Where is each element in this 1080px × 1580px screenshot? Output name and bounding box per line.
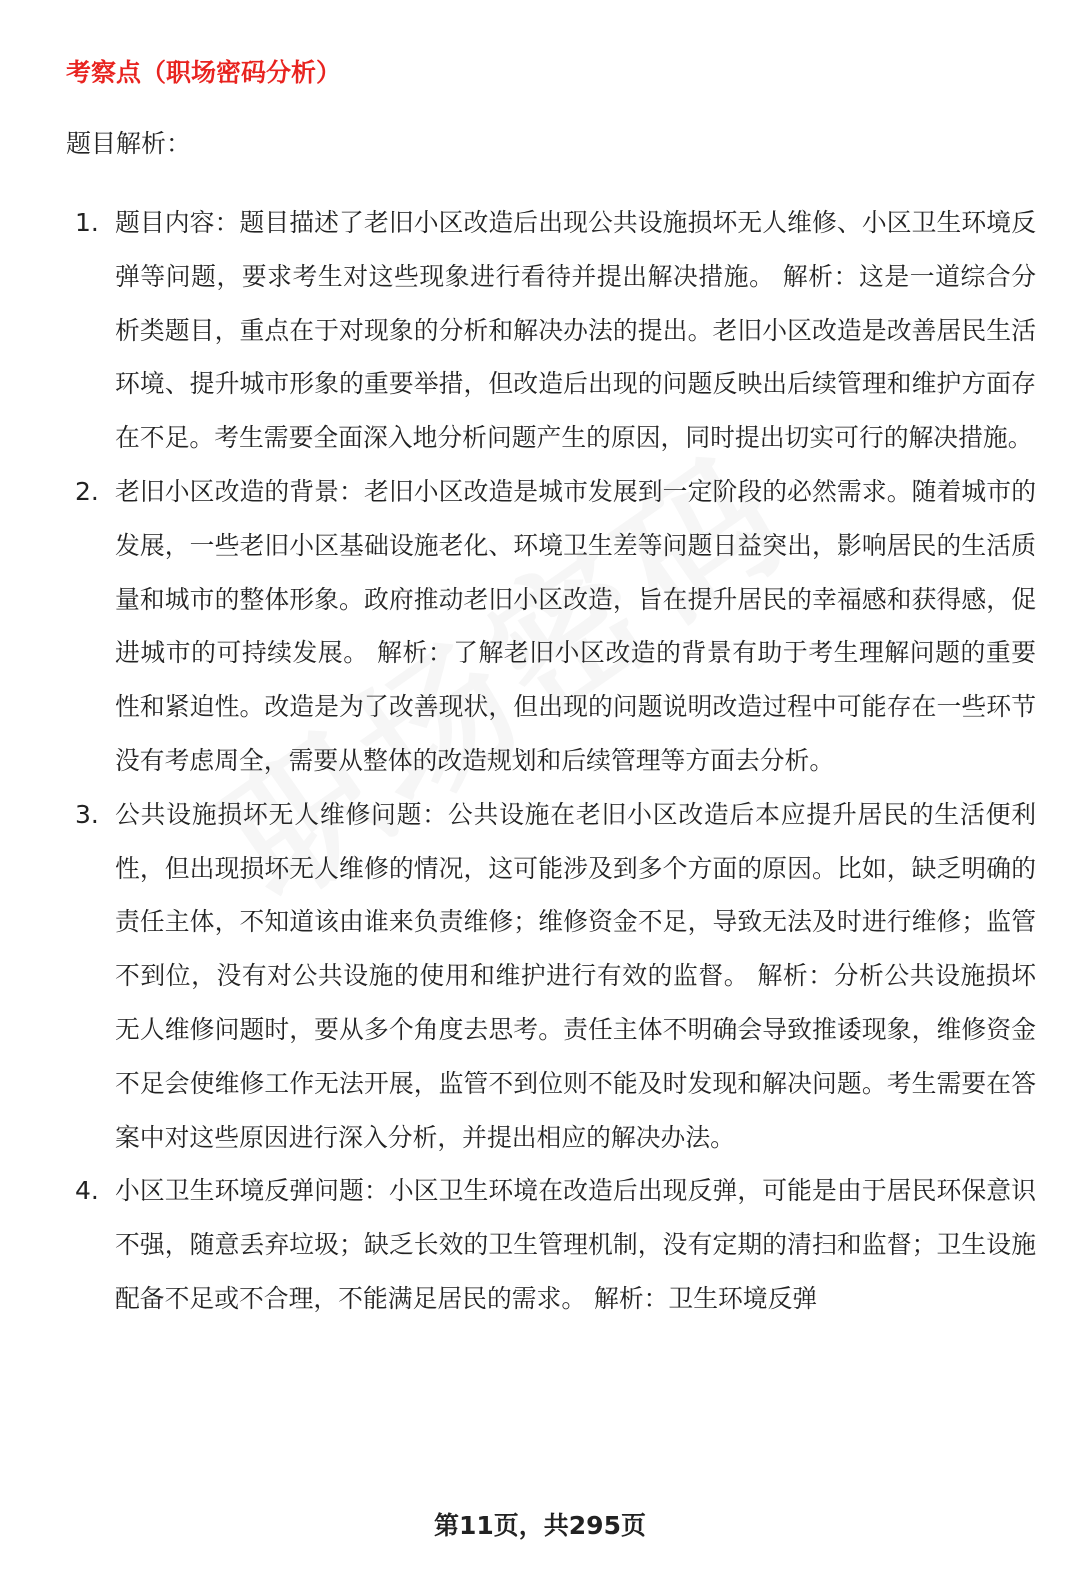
intro-label: 题目解析： [66, 129, 192, 158]
list-item-number: 4. [75, 1176, 99, 1206]
list-item [66, 1164, 1036, 1325]
list-item-text: 老旧小区改造的背景：老旧小区改造是城市发展到一定阶段的必然需求。随着城市的发展，一些老旧小区基础设施老化、环境卫生差等问题日益突出，影响居民的生活质量和城市的整体形象。政府推动老旧小区改造，旨在提升居民的幸福感和获得感，促进城市的可持续发展。 解析：了解老旧小区改造的背景有助于考生理解问题的重要性和紧迫性。改造是为了改善现状，但出现的问题说明改造过程中可能存在一些环节没有考虑周全，需要从整体的改造规划和后续管理等方面去分析。 [115, 476, 1036, 775]
section-title: 考察点（职场密码分析） [66, 58, 342, 87]
page-footer: 第11页，共295页 [434, 1511, 646, 1540]
list-item [66, 465, 1036, 788]
list-item [66, 196, 1036, 465]
list-item-text: 题目内容：题目描述了老旧小区改造后出现公共设施损坏无人维修、小区卫生环境反弹等问题，要求考生对这些现象进行看待并提出解决措施。 解析：这是一道综合分析类题目，重点在于对现象的分析和解决办法的提出。老旧小区改造是改善居民生活环境、提升城市形象的重要举措，但改造后出现的问题反映出后续管理和维护方面存在不足。考生需要全面深入地分析问题产生的原因，同时提出切实可行的解决措施。 [115, 208, 1036, 453]
list-item [66, 788, 1036, 1165]
list-item-number: 3. [75, 799, 99, 829]
list-item-text: 小区卫生环境反弹问题：小区卫生环境在改造后出现反弹，可能是由于居民环保意识不强，随意丢弃垃圾；缺乏长效的卫生管理机制，没有定期的清扫和监督；卫生设施配备不足或不合理，不能满足居民的需求。 解析：卫生环境反弹 [115, 1176, 1036, 1313]
list-item-number: 1. [75, 208, 99, 237]
analysis-list [66, 196, 1036, 1326]
list-item-number: 2. [75, 476, 99, 506]
list-item-text: 公共设施损坏无人维修问题：公共设施在老旧小区改造后本应提升居民的生活便利性，但出现损坏无人维修的情况，这可能涉及到多个方面的原因。比如，缺乏明确的责任主体，不知道该由谁来负责维修；维修资金不足，导致无法及时进行维修；监管不到位，没有对公共设施的使用和维护进行有效的监督。 解析：分析公共设施损坏无人维修问题时，要从多个角度去思考。责任主体不明确会导致推诿现象，维修资金不足会使维修工作无法开展，监管不到位则不能及时发现和解决问题。考生需要在答案中对这些原因进行深入分析，并提出相应的解决办法。 [115, 799, 1036, 1152]
